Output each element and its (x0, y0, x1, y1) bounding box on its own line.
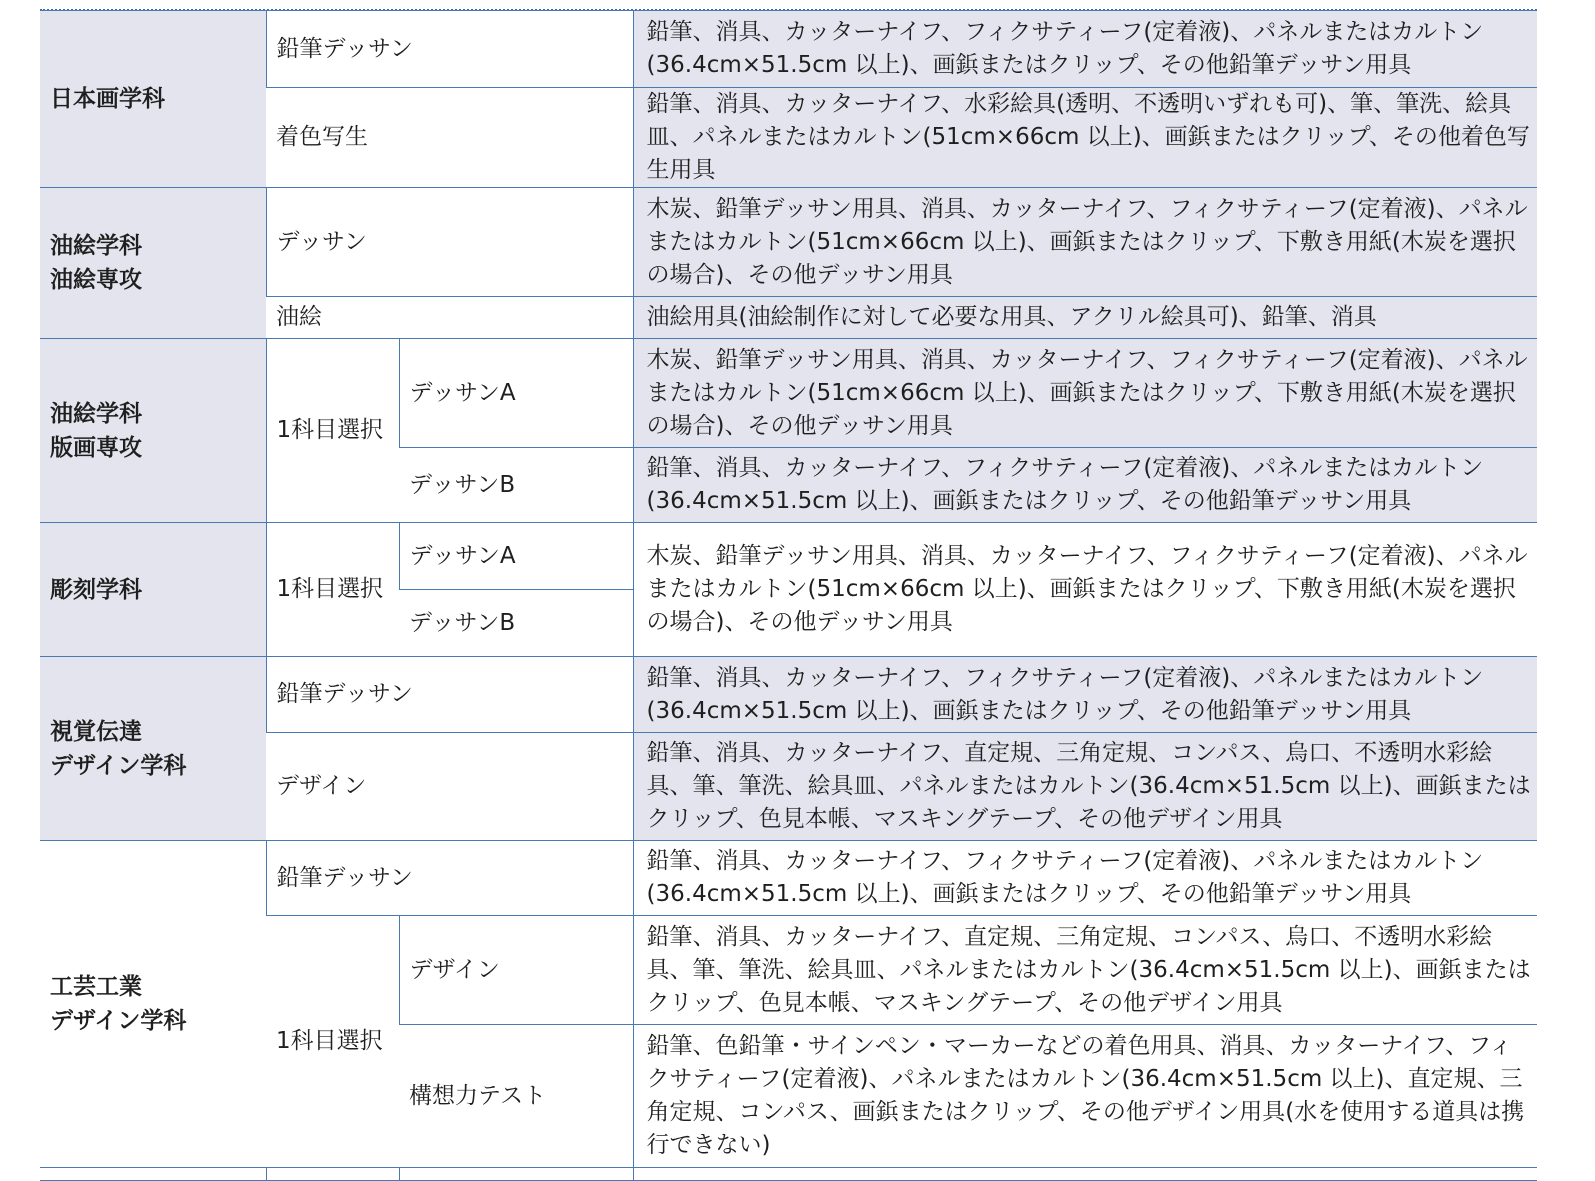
required-items: 木炭、鉛筆デッサン用具、消具、カッターナイフ、フィクサティーフ(定着液)、パネルまたはカルトン(51cm×66cm 以上)、画鋲またはクリップ、下敷き用紙(木炭を選択の場合)、その他デッサン用具 (633, 339, 1537, 448)
required-items: 鉛筆、消具、カッターナイフ、直定規、三角定規、コンパス、烏口、不透明水彩絵具、筆、筆洗、絵具皿、パネルまたはカルトン(36.4cm×51.5cm 以上)、画鋲またはクリップ、色見本帳、マスキングテープ、その他デザイン用具 (633, 733, 1537, 841)
required-items: 鉛筆、消具、カッターナイフ、フィクサティーフ(定着液)、パネルまたはカルトン(36.4cm×51.5cm 以上)、画鋲またはクリップ、その他鉛筆デッサン用具 (633, 841, 1537, 916)
required-items: 鉛筆、色鉛筆・サインペン・マーカーなどの着色用具、消具、カッターナイフ、フィクサティーフ(定着液)、パネルまたはカルトン(36.4cm×51.5cm 以上)、直定規、三角定規、コンパス、画鋲またはクリップ、その他デザイン用具(水を使用する道具は携行できない) (633, 1025, 1537, 1168)
department-name: 彫刻学科 (40, 523, 266, 657)
selection-group: 1科目選択 (266, 339, 399, 523)
exam-subject: 鉛筆デッサン (266, 11, 633, 88)
required-items: 鉛筆、消具、カッターナイフ、フィクサティーフ(定着液)、パネルまたはカルトン(36.4cm×51.5cm 以上)、画鋲またはクリップ、その他鉛筆デッサン用具 (633, 11, 1537, 88)
required-items: 木炭、鉛筆デッサン用具、消具、カッターナイフ、フィクサティーフ(定着液)、パネルまたはカルトン(51cm×66cm 以上)、画鋲またはクリップ、下敷き用紙(木炭を選択の場合)、その他デッサン用具 (633, 523, 1537, 657)
table-row (40, 1168, 1537, 1181)
department-name: 日本画学科 (40, 11, 266, 188)
exam-option: デッサンA (399, 339, 633, 448)
exam-option: デッサンB (399, 448, 633, 523)
exam-subject: 着色写生 (266, 88, 633, 188)
exam-subject: 鉛筆デッサン (266, 841, 633, 916)
department-name: 油絵学科 油絵専攻 (40, 188, 266, 339)
table-row (40, 11, 1537, 88)
table-row (40, 657, 1537, 733)
table-row (40, 841, 1537, 916)
table-row (40, 339, 1537, 448)
department-name: 視覚伝達 デザイン学科 (40, 657, 266, 841)
department-name: 工芸工業 デザイン学科 (40, 841, 266, 1168)
required-items: 鉛筆、消具、カッターナイフ、水彩絵具(透明、不透明いずれも可)、筆、筆洗、絵具皿、パネルまたはカルトン(51cm×66cm 以上)、画鋲またはクリップ、その他着色写生用具 (633, 88, 1537, 188)
required-items: 鉛筆、消具、カッターナイフ、フィクサティーフ(定着液)、パネルまたはカルトン(36.4cm×51.5cm 以上)、画鋲またはクリップ、その他鉛筆デッサン用具 (633, 448, 1537, 523)
table-cell (266, 1168, 399, 1181)
table-row (40, 188, 1537, 297)
table-row (40, 523, 1537, 590)
selection-group: 1科目選択 (266, 523, 399, 657)
exam-subject: デッサン (266, 188, 633, 297)
required-items: 鉛筆、消具、カッターナイフ、フィクサティーフ(定着液)、パネルまたはカルトン(36.4cm×51.5cm 以上)、画鋲またはクリップ、その他鉛筆デッサン用具 (633, 657, 1537, 733)
table-cell (40, 1168, 266, 1181)
exam-option: デッサンA (399, 523, 633, 590)
table-cell (633, 1168, 1537, 1181)
exam-option: 構想力テスト (399, 1025, 633, 1168)
exam-subject: デザイン (266, 733, 633, 841)
exam-subject: 油絵 (266, 297, 633, 339)
selection-group: 1科目選択 (266, 916, 399, 1168)
required-tools-table (40, 10, 1537, 1181)
table-cell (399, 1168, 633, 1181)
required-items: 油絵用具(油絵制作に対して必要な用具、アクリル絵具可)、鉛筆、消具 (633, 297, 1537, 339)
department-name: 油絵学科 版画専攻 (40, 339, 266, 523)
exam-option: デッサンB (399, 590, 633, 657)
exam-subject: 鉛筆デッサン (266, 657, 633, 733)
exam-option: デザイン (399, 916, 633, 1025)
required-items: 木炭、鉛筆デッサン用具、消具、カッターナイフ、フィクサティーフ(定着液)、パネルまたはカルトン(51cm×66cm 以上)、画鋲またはクリップ、下敷き用紙(木炭を選択の場合)、その他デッサン用具 (633, 188, 1537, 297)
required-items: 鉛筆、消具、カッターナイフ、直定規、三角定規、コンパス、烏口、不透明水彩絵具、筆、筆洗、絵具皿、パネルまたはカルトン(36.4cm×51.5cm 以上)、画鋲またはクリップ、色見本帳、マスキングテープ、その他デザイン用具 (633, 916, 1537, 1025)
